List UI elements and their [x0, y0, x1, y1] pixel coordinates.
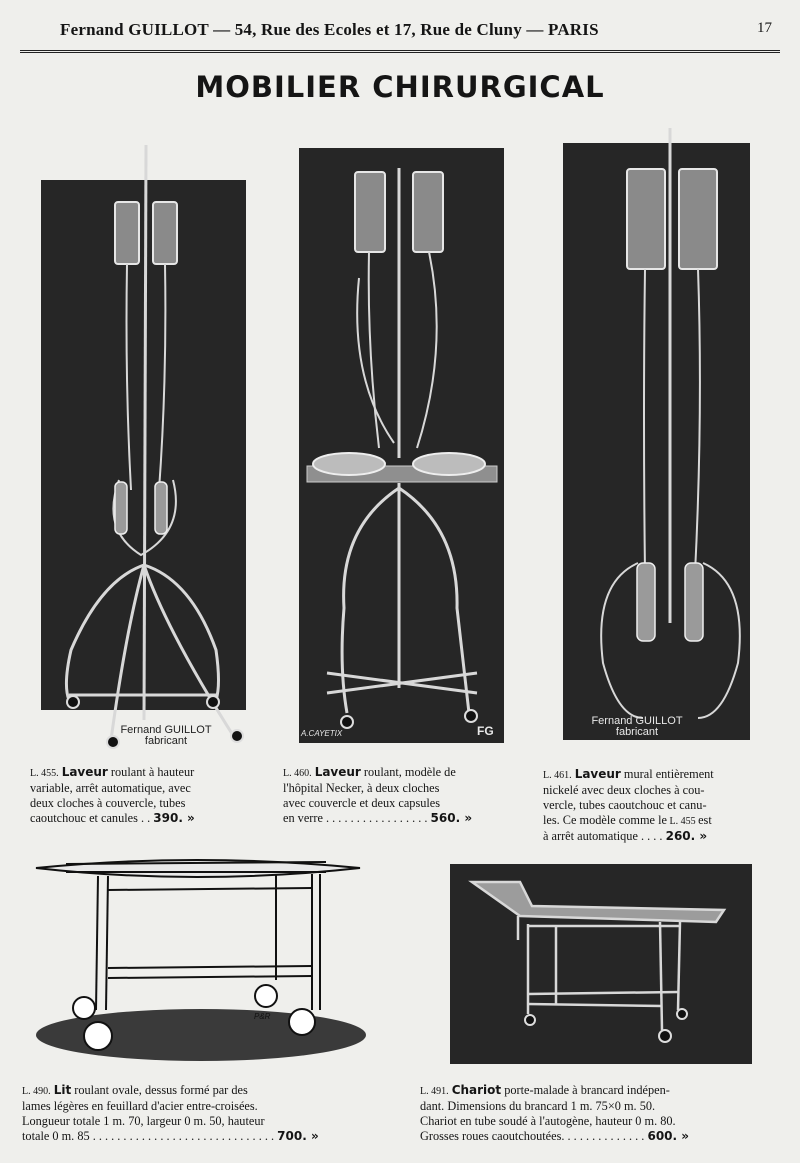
caption-laveur-461 — [543, 767, 779, 844]
lit-490-drawing — [26, 850, 366, 1065]
item-name-455: Laveur — [61, 765, 108, 779]
ref-460: L. 460. — [283, 768, 312, 779]
artist-signature-460: A.CAYETIX — [301, 729, 343, 738]
page-header — [20, 16, 780, 53]
signature-461-role: fabricant — [615, 726, 659, 738]
item-name-460: Laveur — [314, 765, 361, 779]
caption-491-line: Grosses roues caoutchoutées. . . . . . . . . . . . . . — [420, 1129, 645, 1143]
chariot-491-drawing — [450, 864, 752, 1064]
ref-455: L. 455. — [30, 768, 59, 779]
price-455: 390. » — [153, 811, 195, 825]
caption-chariot-491 — [420, 1083, 780, 1144]
page-number: 17 — [757, 20, 772, 36]
page-title: MOBILIER CHIRURGICAL — [195, 70, 605, 104]
caption-460-line: en verre . . . . . . . . . . . . . . . . . — [283, 811, 428, 825]
item-name-490: Lit — [53, 1083, 72, 1097]
caption-491-line: dant. Dimensions du brancard 1 m. 75×0 m. 50. — [420, 1099, 656, 1113]
ref-490: L. 490. — [22, 1086, 51, 1097]
caption-461-line: nickelé avec deux cloches à cou- — [543, 783, 705, 797]
laveur-461-drawing — [563, 143, 750, 740]
caption-460-line: roulant, modèle de — [360, 765, 456, 779]
caption-461-line: mural entièrement — [620, 767, 714, 781]
caption-490-line: totale 0 m. 85 . . . . . . . . . . . . . . . . . . . . . . . . . . . . . . — [22, 1129, 275, 1143]
caption-460-line: l'hôpital Necker, à deux cloches — [283, 781, 440, 795]
illustration-laveur-460 — [299, 148, 504, 743]
caption-455-line: caoutchouc et canules . . — [30, 811, 151, 825]
caption-laveur-460 — [283, 765, 519, 826]
caption-455-line: deux cloches à couvercle, tubes — [30, 796, 186, 810]
signature-455-role: fabricant — [144, 735, 188, 747]
illustration-laveur-455 — [41, 180, 246, 747]
ref-461: L. 461. — [543, 770, 572, 781]
caption-461-line: vercle, tubes caoutchouc et canu- — [543, 798, 707, 812]
monogram-fg: FG — [477, 724, 494, 738]
artist-signature-490: P&R — [254, 1012, 271, 1021]
illustration-lit-490 — [26, 850, 366, 1065]
laveur-455-drawing — [41, 180, 246, 750]
caption-461-line: à arrêt automatique . . . . — [543, 829, 663, 843]
ref-455-mention: L. 455 — [666, 816, 699, 827]
caption-lit-490 — [22, 1083, 382, 1144]
caption-455-line: roulant à hauteur — [107, 765, 195, 779]
laveur-460-drawing — [299, 148, 504, 743]
caption-490-line: Longueur totale 1 m. 70, largeur 0 m. 50, hauteur — [22, 1114, 265, 1128]
illustration-chariot-491 — [450, 864, 752, 1064]
signature-455-name: Fernand GUILLOT — [120, 724, 212, 736]
caption-461-line: les. Ce modèle comme le — [543, 813, 667, 827]
ref-491: L. 491. — [420, 1086, 449, 1097]
item-name-491: Chariot — [451, 1083, 502, 1097]
caption-491-line: porte-malade à brancard indépen- — [501, 1083, 670, 1097]
price-460: 560. » — [430, 811, 473, 825]
caption-laveur-455 — [30, 765, 268, 826]
price-491: 600. » — [647, 1129, 690, 1143]
caption-491-line: Chariot en tube soudé à l'autogène, hauteur 0 m. 80. — [420, 1114, 676, 1128]
header-address: Fernand GUILLOT — 54, Rue des Ecoles et 17, Rue de Cluny — PARIS — [60, 20, 599, 39]
item-name-461: Laveur — [574, 767, 621, 781]
caption-490-line: roulant ovale, dessus formé par des — [71, 1083, 248, 1097]
caption-455-line: variable, arrêt automatique, avec — [30, 781, 191, 795]
caption-460-line: avec couvercle et deux capsules — [283, 796, 441, 810]
signature-461-name: Fernand GUILLOT — [591, 715, 683, 727]
price-461: 260. » — [665, 829, 708, 843]
caption-490-line: lames légères en feuillard d'acier entre-croisées. — [22, 1099, 258, 1113]
illustration-laveur-461 — [563, 143, 750, 740]
price-490: 700. » — [277, 1129, 319, 1143]
caption-461-line: est — [698, 813, 712, 827]
